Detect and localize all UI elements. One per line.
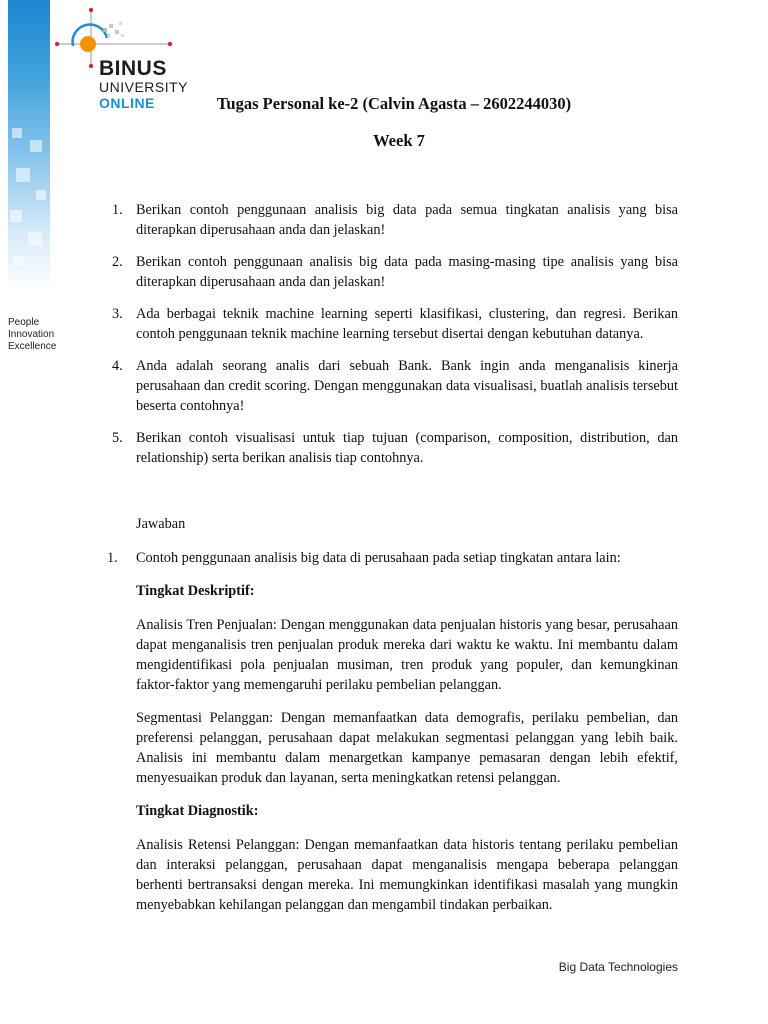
question-text: Berikan contoh visualisasi untuk tiap tujuan (comparison, composition, distribution, dan relationship) serta berikan analisis tiap contohnya. bbox=[136, 430, 678, 466]
tagline-innovation: Innovation bbox=[8, 329, 55, 340]
level-heading-descriptive: Tingkat Deskriptif: bbox=[136, 583, 255, 599]
answer-number: 1. bbox=[107, 550, 118, 566]
question-item bbox=[107, 200, 678, 240]
question-number: 4. bbox=[112, 358, 123, 374]
tagline-excellence: Excellence bbox=[8, 341, 57, 352]
logo-online-text: ONLINE bbox=[99, 95, 155, 111]
paragraph-customer-segmentation: Segmentasi Pelanggan: Dengan memanfaatkan data demografis, perilaku pembelian, dan preferensi pelanggan, perusahaan dapat melakukan segmentasi pelanggan yang lebih baik. Analisis ini membantu dalam menargetkan kampanye pemasaran dengan lebih efektif, menyesuaikan produk dan layanan, serta meningkatkan retensi pelanggan. bbox=[136, 710, 678, 786]
paragraph-customer-retention: Analisis Retensi Pelanggan: Dengan memanfaatkan data historis tentang perilaku pembelian dan interaksi pelanggan, perusahaan dapat menganalisis mengapa beberapa pelanggan berhenti bertransaksi dengan mereka. Ini memungkinkan identifikasi masalah yang mungkin menyebabkan kehilangan pelanggan dan mengambil tindakan perbaikan. bbox=[136, 837, 678, 913]
question-text: Berikan contoh penggunaan analisis big data pada semua tingkatan analisis yang bisa diterapkan diperusahaan anda dan jelaskan! bbox=[136, 202, 678, 238]
question-item bbox=[107, 428, 678, 468]
logo-binus-text: BINUS bbox=[99, 57, 167, 80]
document-week: Week 7 bbox=[373, 131, 425, 150]
question-number: 2. bbox=[112, 254, 123, 270]
document-title: Tugas Personal ke-2 (Calvin Agasta – 2602244030) bbox=[216, 94, 572, 113]
question-list bbox=[107, 200, 678, 468]
question-number: 5. bbox=[112, 430, 123, 446]
question-item bbox=[107, 356, 678, 416]
answer-body bbox=[136, 581, 678, 915]
paragraph-sales-trend: Analisis Tren Penjualan: Dengan menggunakan data penjualan historis yang besar, perusahaan dapat menganalisis tren penjualan produk mereka dari waktu ke waktu. Ini membantu dalam mengidentifikasi pola penjualan musiman, tren produk yang populer, dan kemungkinan faktor-faktor yang memengaruhi perilaku pembelian pelanggan. bbox=[136, 617, 678, 693]
answer-heading: Jawaban bbox=[136, 516, 186, 532]
question-number: 3. bbox=[112, 306, 123, 322]
logo-university-text: UNIVERSITY bbox=[99, 79, 189, 95]
page-footer: Big Data Technologies bbox=[558, 960, 678, 974]
question-text: Anda adalah seorang analis dari sebuah Bank. Bank ingin anda menganalisis kinerja perusahaan dan credit scoring. Dengan menggunakan data visualisasi, buatlah analisis tersebut beserta contohnya! bbox=[136, 358, 678, 414]
question-number: 1. bbox=[112, 202, 123, 218]
university-tagline bbox=[8, 317, 56, 353]
question-text: Berikan contoh penggunaan analisis big data pada masing-masing tipe analisis yang bisa diterapkan diperusahaan anda dan jelaskan! bbox=[136, 254, 678, 290]
tagline-people: People bbox=[8, 317, 40, 328]
answer-intro: Contoh penggunaan analisis big data di perusahaan pada setiap tingkatan antara lain: bbox=[136, 550, 621, 566]
document-body bbox=[107, 200, 678, 915]
level-heading-diagnostic: Tingkat Diagnostik: bbox=[136, 803, 259, 819]
question-item bbox=[107, 304, 678, 344]
question-text: Ada berbagai teknik machine learning seperti klasifikasi, clustering, dan regresi. Berikan contoh penggunaan teknik machine learning tersebut disertai dengan kebutuhan datanya. bbox=[136, 306, 678, 342]
question-item bbox=[107, 252, 678, 292]
answer-item bbox=[107, 548, 678, 568]
